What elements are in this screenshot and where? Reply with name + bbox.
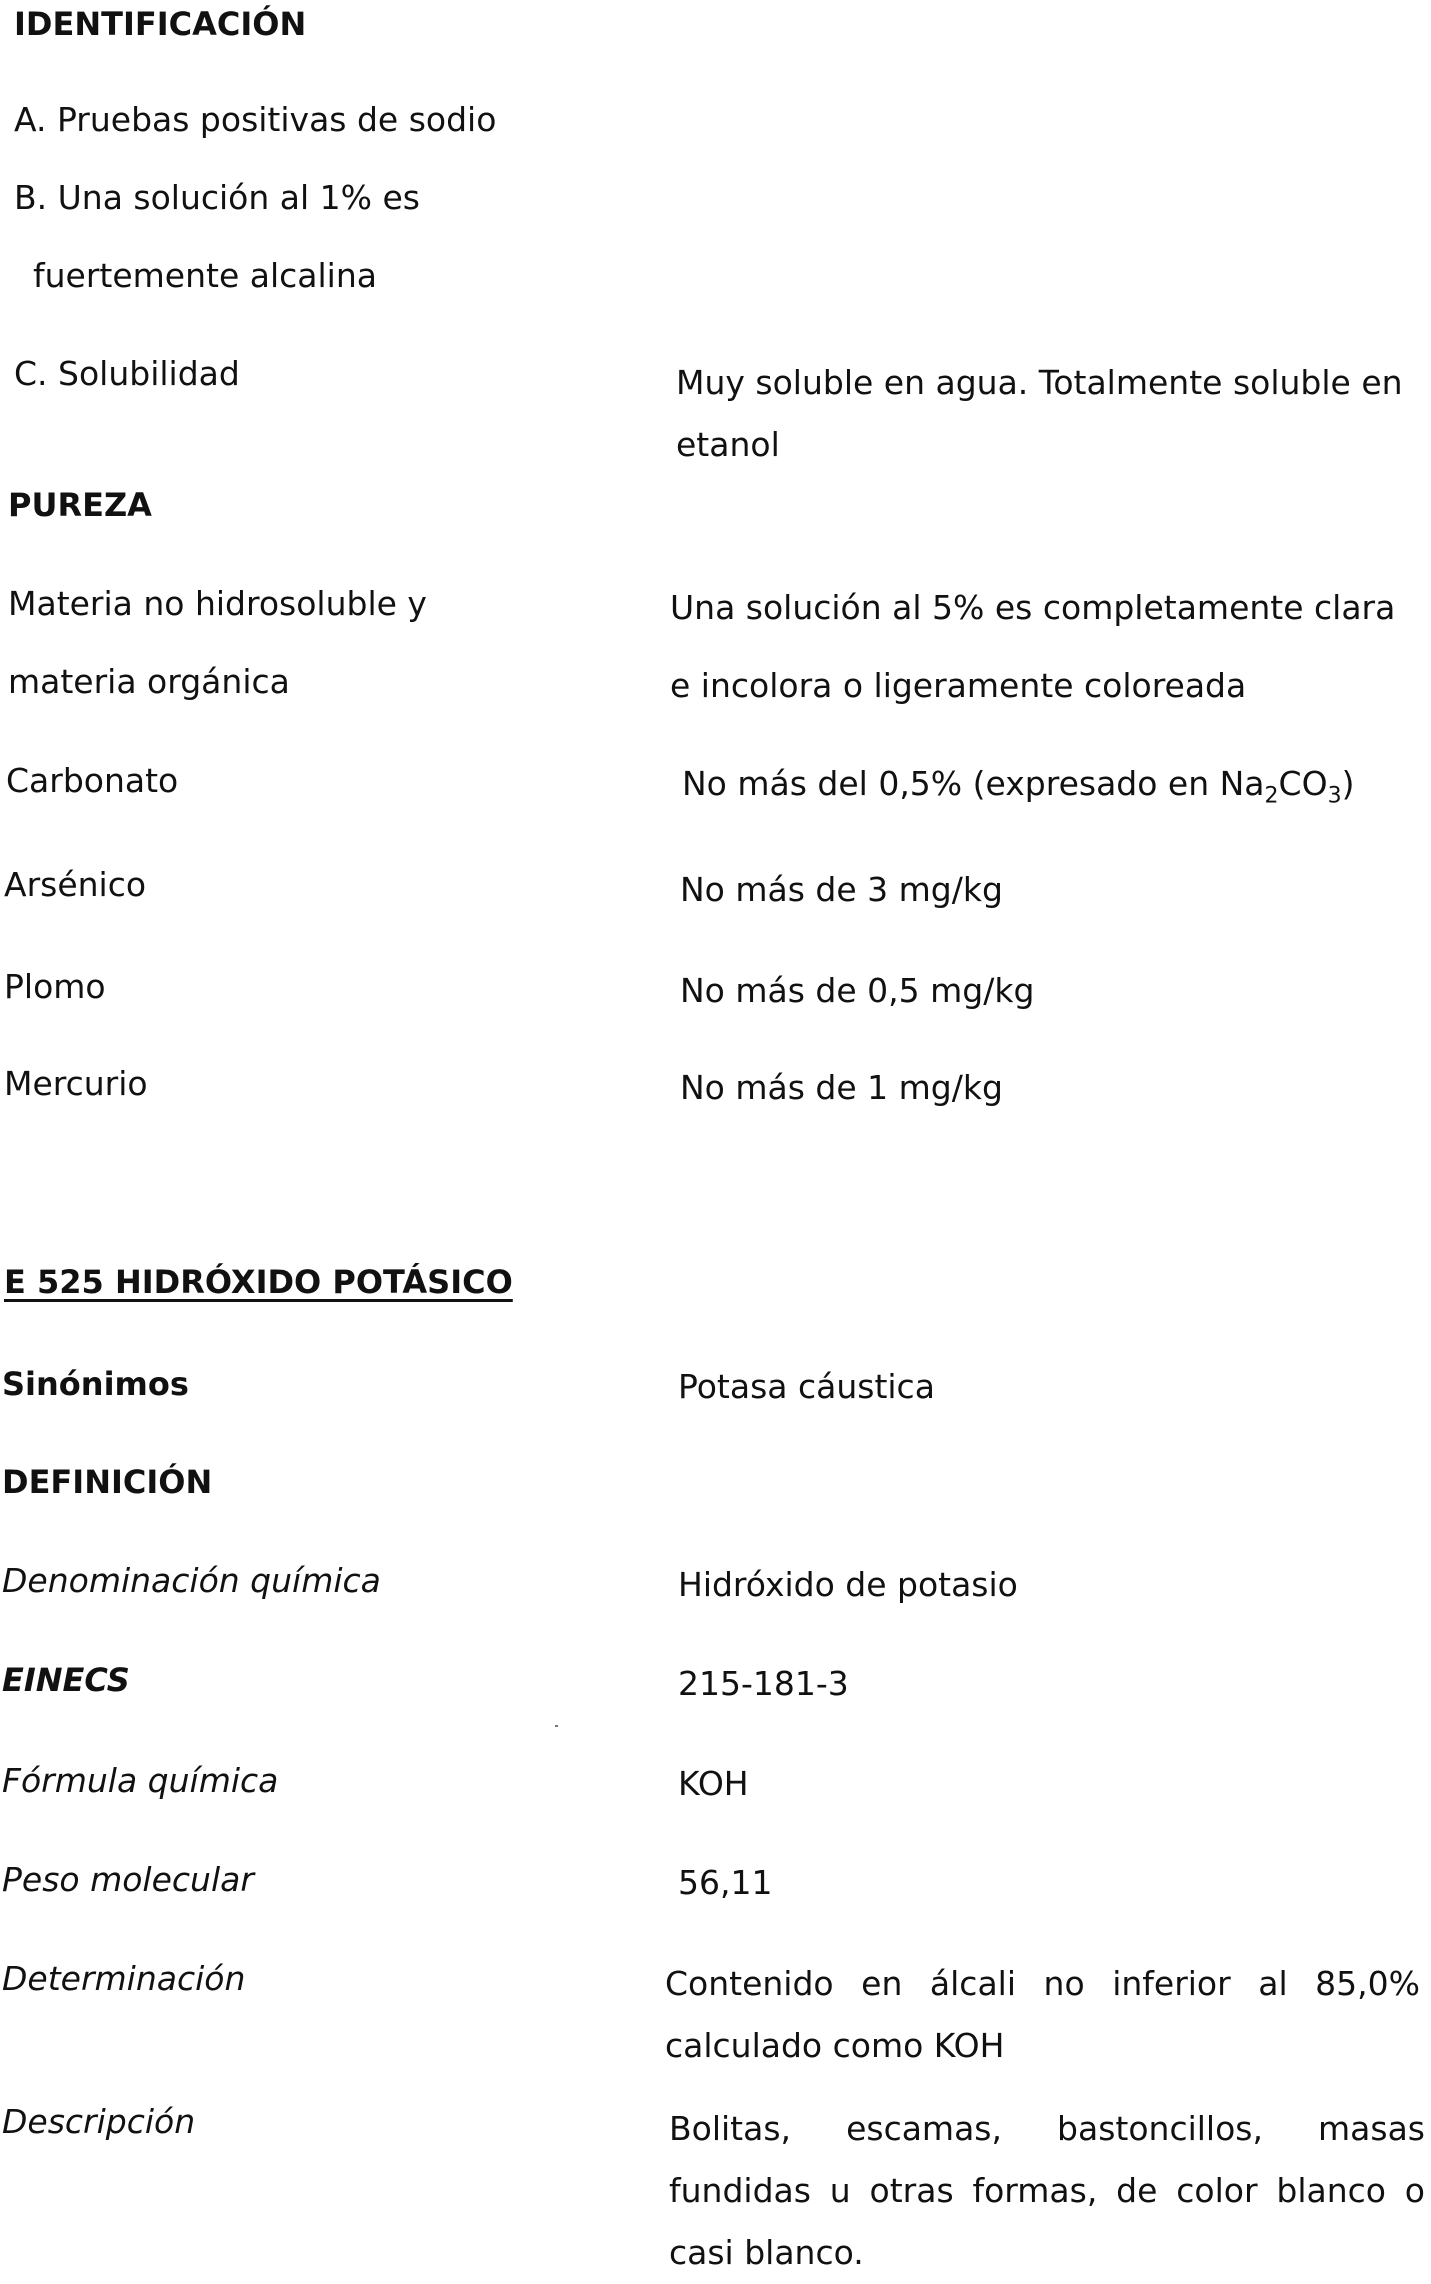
materia-label-line1: Materia no hidrosoluble y [8,584,427,623]
formula-label: Fórmula química [2,1761,279,1800]
pureza-heading: PUREZA [8,486,152,524]
plomo-label: Plomo [4,967,106,1006]
e525-title: E 525 HIDRÓXIDO POTÁSICO [4,1263,513,1301]
carbonato-value [682,760,1354,821]
mercurio-value: No más de 1 mg/kg [680,1068,1003,1107]
formula-value: KOH [678,1764,749,1803]
determinacion-value: Contenido en álcali no inferior al 85,0% calculado como KOH [665,1964,1420,2065]
identificacion-item-b-line1: B. Una solución al 1% es [14,178,420,217]
peso-label: Peso molecular [2,1860,254,1899]
materia-value-line2: e incolora o ligeramente coloreada [670,666,1247,705]
sinonimos-value: Potasa cáustica [678,1367,935,1406]
carbonato-value-mid: CO [1278,764,1328,803]
einecs-label: EINECS [2,1661,130,1699]
mercurio-label: Mercurio [4,1064,148,1103]
descripcion-label: Descripción [2,2102,196,2141]
identificacion-heading: IDENTIFICACIÓN [14,5,307,43]
arsenico-label: Arsénico [4,865,147,904]
arsenico-value: No más de 3 mg/kg [680,870,1003,909]
carbonato-value-suffix: ) [1341,764,1355,803]
peso-value: 56,11 [678,1863,773,1902]
descripcion-value: Bolitas, escamas, bastoncillos, masas fundidas u otras formas, de color blanco o casi blanco. [669,2109,1425,2272]
denominacion-value: Hidróxido de potasio [678,1565,1018,1604]
carbonato-subscript-1: 2 [1264,783,1279,809]
einecs-value: 215-181-3 [678,1664,849,1703]
sinonimos-label: Sinónimos [2,1365,189,1403]
carbonato-label: Carbonato [6,761,179,800]
scan-speck [555,1725,558,1727]
identificacion-item-c-label: C. Solubilidad [14,354,240,393]
determinacion-label: Determinación [2,1959,246,1998]
identificacion-item-c-value: Muy soluble en agua. Totalmente soluble en etanol [676,363,1403,464]
materia-label-line2: materia orgánica [8,662,290,701]
definicion-heading: DEFINICIÓN [2,1463,213,1501]
identificacion-item-a: A. Pruebas positivas de sodio [14,100,497,139]
materia-value-line1: Una solución al 5% es completamente clara [670,588,1396,627]
carbonato-value-prefix: No más del 0,5% (expresado en Na [682,764,1265,803]
denominacion-label: Denominación química [2,1561,381,1600]
carbonato-subscript-2: 3 [1327,783,1342,809]
plomo-value: No más de 0,5 mg/kg [680,971,1035,1010]
identificacion-item-b-line2: fuertemente alcalina [33,256,377,295]
